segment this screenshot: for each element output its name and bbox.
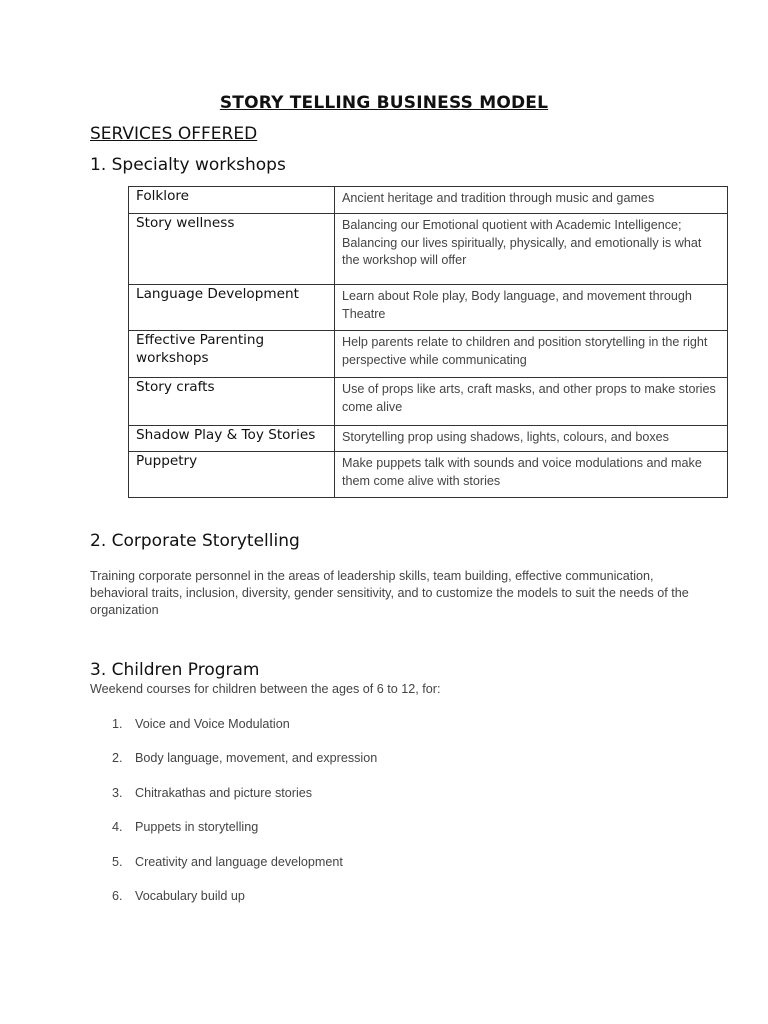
workshop-name: Story wellness bbox=[129, 214, 335, 285]
workshop-name: Effective Parenting workshops bbox=[129, 331, 335, 378]
list-text: Body language, movement, and expression bbox=[135, 751, 378, 766]
workshop-description: Learn about Role play, Body language, and movement through Theatre bbox=[335, 285, 728, 331]
list-number: 1. bbox=[112, 717, 123, 731]
workshop-description: Make puppets talk with sounds and voice modulations and make them come alive with stories bbox=[335, 452, 728, 498]
table-row bbox=[129, 452, 728, 498]
workshop-name: Puppetry bbox=[129, 452, 335, 498]
list-text: Puppets in storytelling bbox=[135, 820, 259, 835]
workshop-description: Balancing our Emotional quotient with Academic Intelligence; Balancing our lives spiritually, physically, and emotionally is what the workshop will offer bbox=[335, 214, 728, 285]
list-number: 2. bbox=[112, 751, 123, 766]
table-row bbox=[129, 285, 728, 331]
document-title: STORY TELLING BUSINESS MODEL bbox=[219, 93, 549, 113]
workshops-table bbox=[128, 186, 728, 498]
corporate-paragraph: Training corporate personnel in the areas of leadership skills, team building, effective communication, behavioral traits, inclusion, diversity, gender sensitivity, and to customize the models to suit the needs of the organization bbox=[90, 569, 689, 617]
workshop-name: Folklore bbox=[129, 187, 335, 214]
section-2-heading: 2. Corporate Storytelling bbox=[90, 531, 300, 551]
list-text: Vocabulary build up bbox=[135, 888, 245, 903]
list-text: Chitrakathas and picture stories bbox=[135, 785, 313, 800]
workshop-name: Story crafts bbox=[129, 378, 335, 426]
list-number: 4. bbox=[112, 820, 123, 835]
section-1-heading: 1. Specialty workshops bbox=[90, 155, 286, 175]
list-number: 5. bbox=[112, 854, 123, 869]
workshop-name: Language Development bbox=[129, 285, 335, 331]
children-intro: Weekend courses for children between the ages of 6 to 12, for: bbox=[90, 682, 441, 696]
section-3-heading: 3. Children Program bbox=[90, 660, 260, 680]
workshop-description: Ancient heritage and tradition through music and games bbox=[335, 187, 728, 214]
list-text: Voice and Voice Modulation bbox=[135, 717, 290, 731]
table-row bbox=[129, 426, 728, 452]
list-number: 6. bbox=[112, 888, 123, 903]
services-heading: SERVICES OFFERED bbox=[90, 124, 258, 144]
table-row bbox=[129, 378, 728, 426]
workshop-description: Help parents relate to children and position storytelling in the right perspective while communicating bbox=[335, 331, 728, 378]
table-row bbox=[129, 187, 728, 214]
workshop-description: Storytelling prop using shadows, lights, colours, and boxes bbox=[335, 426, 728, 452]
workshop-name: Shadow Play & Toy Stories bbox=[129, 426, 335, 452]
table-row bbox=[129, 214, 728, 285]
workshop-description: Use of props like arts, craft masks, and other props to make stories come alive bbox=[335, 378, 728, 426]
list-text: Creativity and language development bbox=[135, 854, 343, 869]
list-number: 3. bbox=[112, 785, 123, 800]
table-row bbox=[129, 331, 728, 378]
